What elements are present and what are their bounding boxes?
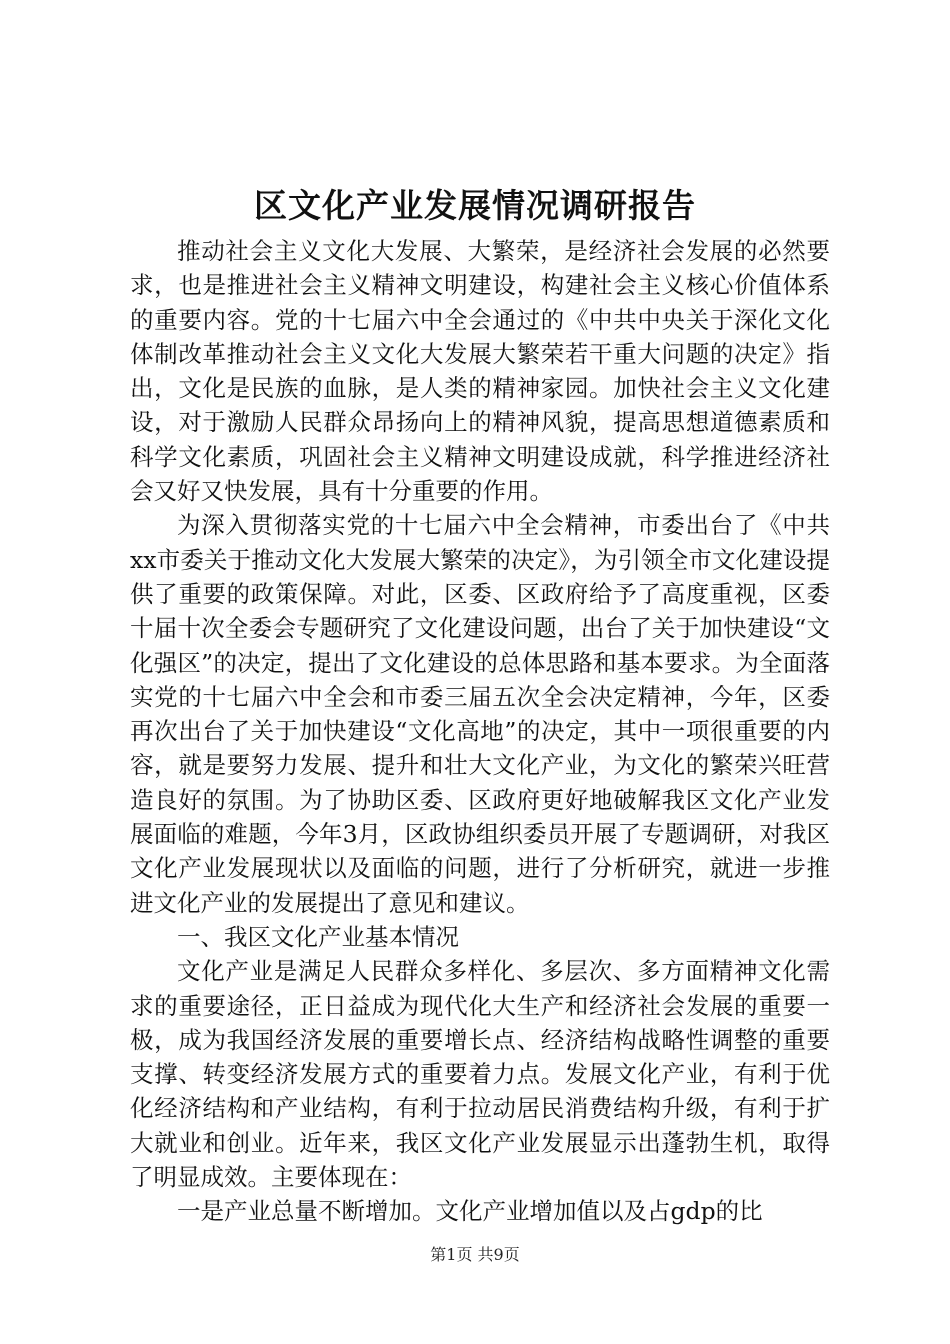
paragraph-intro: 推动社会主义文化大发展、大繁荣，是经济社会发展的必然要求，也是推进社会主义精神文明建设，构建社会主义核心价值体系的重要内容。党的十七届六中全会通过的《中共中央关于深化文化体制改革推动社会主义文化大发展大繁荣若干重大问题的决定》指出，文化是民族的血脉，是人类的精神家园。加快社会主义文化建设，对于激励人民群众昂扬向上的精神风貌，提高思想道德素质和科学文化素质，巩固社会主义精神文明建设成就，科学推进经济社会又好又快发展，具有十分重要的作用。	[130, 237, 830, 506]
paragraph-point-1: 一是产业总量不断增加。文化产业增加值以及占gdp的比	[177, 1197, 763, 1226]
paragraph-background: 为深入贯彻落实党的十七届六中全会精神，市委出台了《中共xx市委关于推动文化大发展大繁荣的决定》，为引领全市文化建设提供了重要的政策保障。对此，区委、区政府给予了高度重视，区委十届十次全委会专题研究了文化建设问题，出台了关于加快建设“文化强区”的决定，提出了文化建设的总体思路和基本要求。为全面落实党的十七届六中全会和市委三届五次全会决定精神，今年，区委再次出台了关于加快建设“文化高地”的决定，其中一项很重要的内容，就是要努力发展、提升和壮大文化产业，为文化的繁荣兴旺营造良好的氛围。为了协助区委、区政府更好地破解我区文化产业发展面临的难题，今年3月，区政协组织委员开展了专题调研，对我区文化产业发展现状以及面临的问题，进行了分析研究，就进一步推进文化产业的发展提出了意见和建议。	[130, 511, 830, 917]
section-heading-1: 一、我区文化产业基本情况	[177, 922, 459, 951]
document-title: 区文化产业发展情况调研报告	[254, 186, 696, 225]
document-body	[130, 234, 830, 1229]
paragraph-section-1: 文化产业是满足人民群众多样化、多层次、多方面精神文化需求的重要途径，正日益成为现代化大生产和经济社会发展的重要一极，成为我国经济发展的重要增长点、经济结构战略性调整的重要支撑、转变经济发展方式的重要着力点。发展文化产业，有利于优化经济结构和产业结构，有利于拉动居民消费结构升级，有利于扩大就业和创业。近年来，我区文化产业发展显示出蓬勃生机，取得了明显成效。主要体现在：	[130, 957, 830, 1192]
page-footer: 第1页 共9页	[430, 1245, 520, 1264]
